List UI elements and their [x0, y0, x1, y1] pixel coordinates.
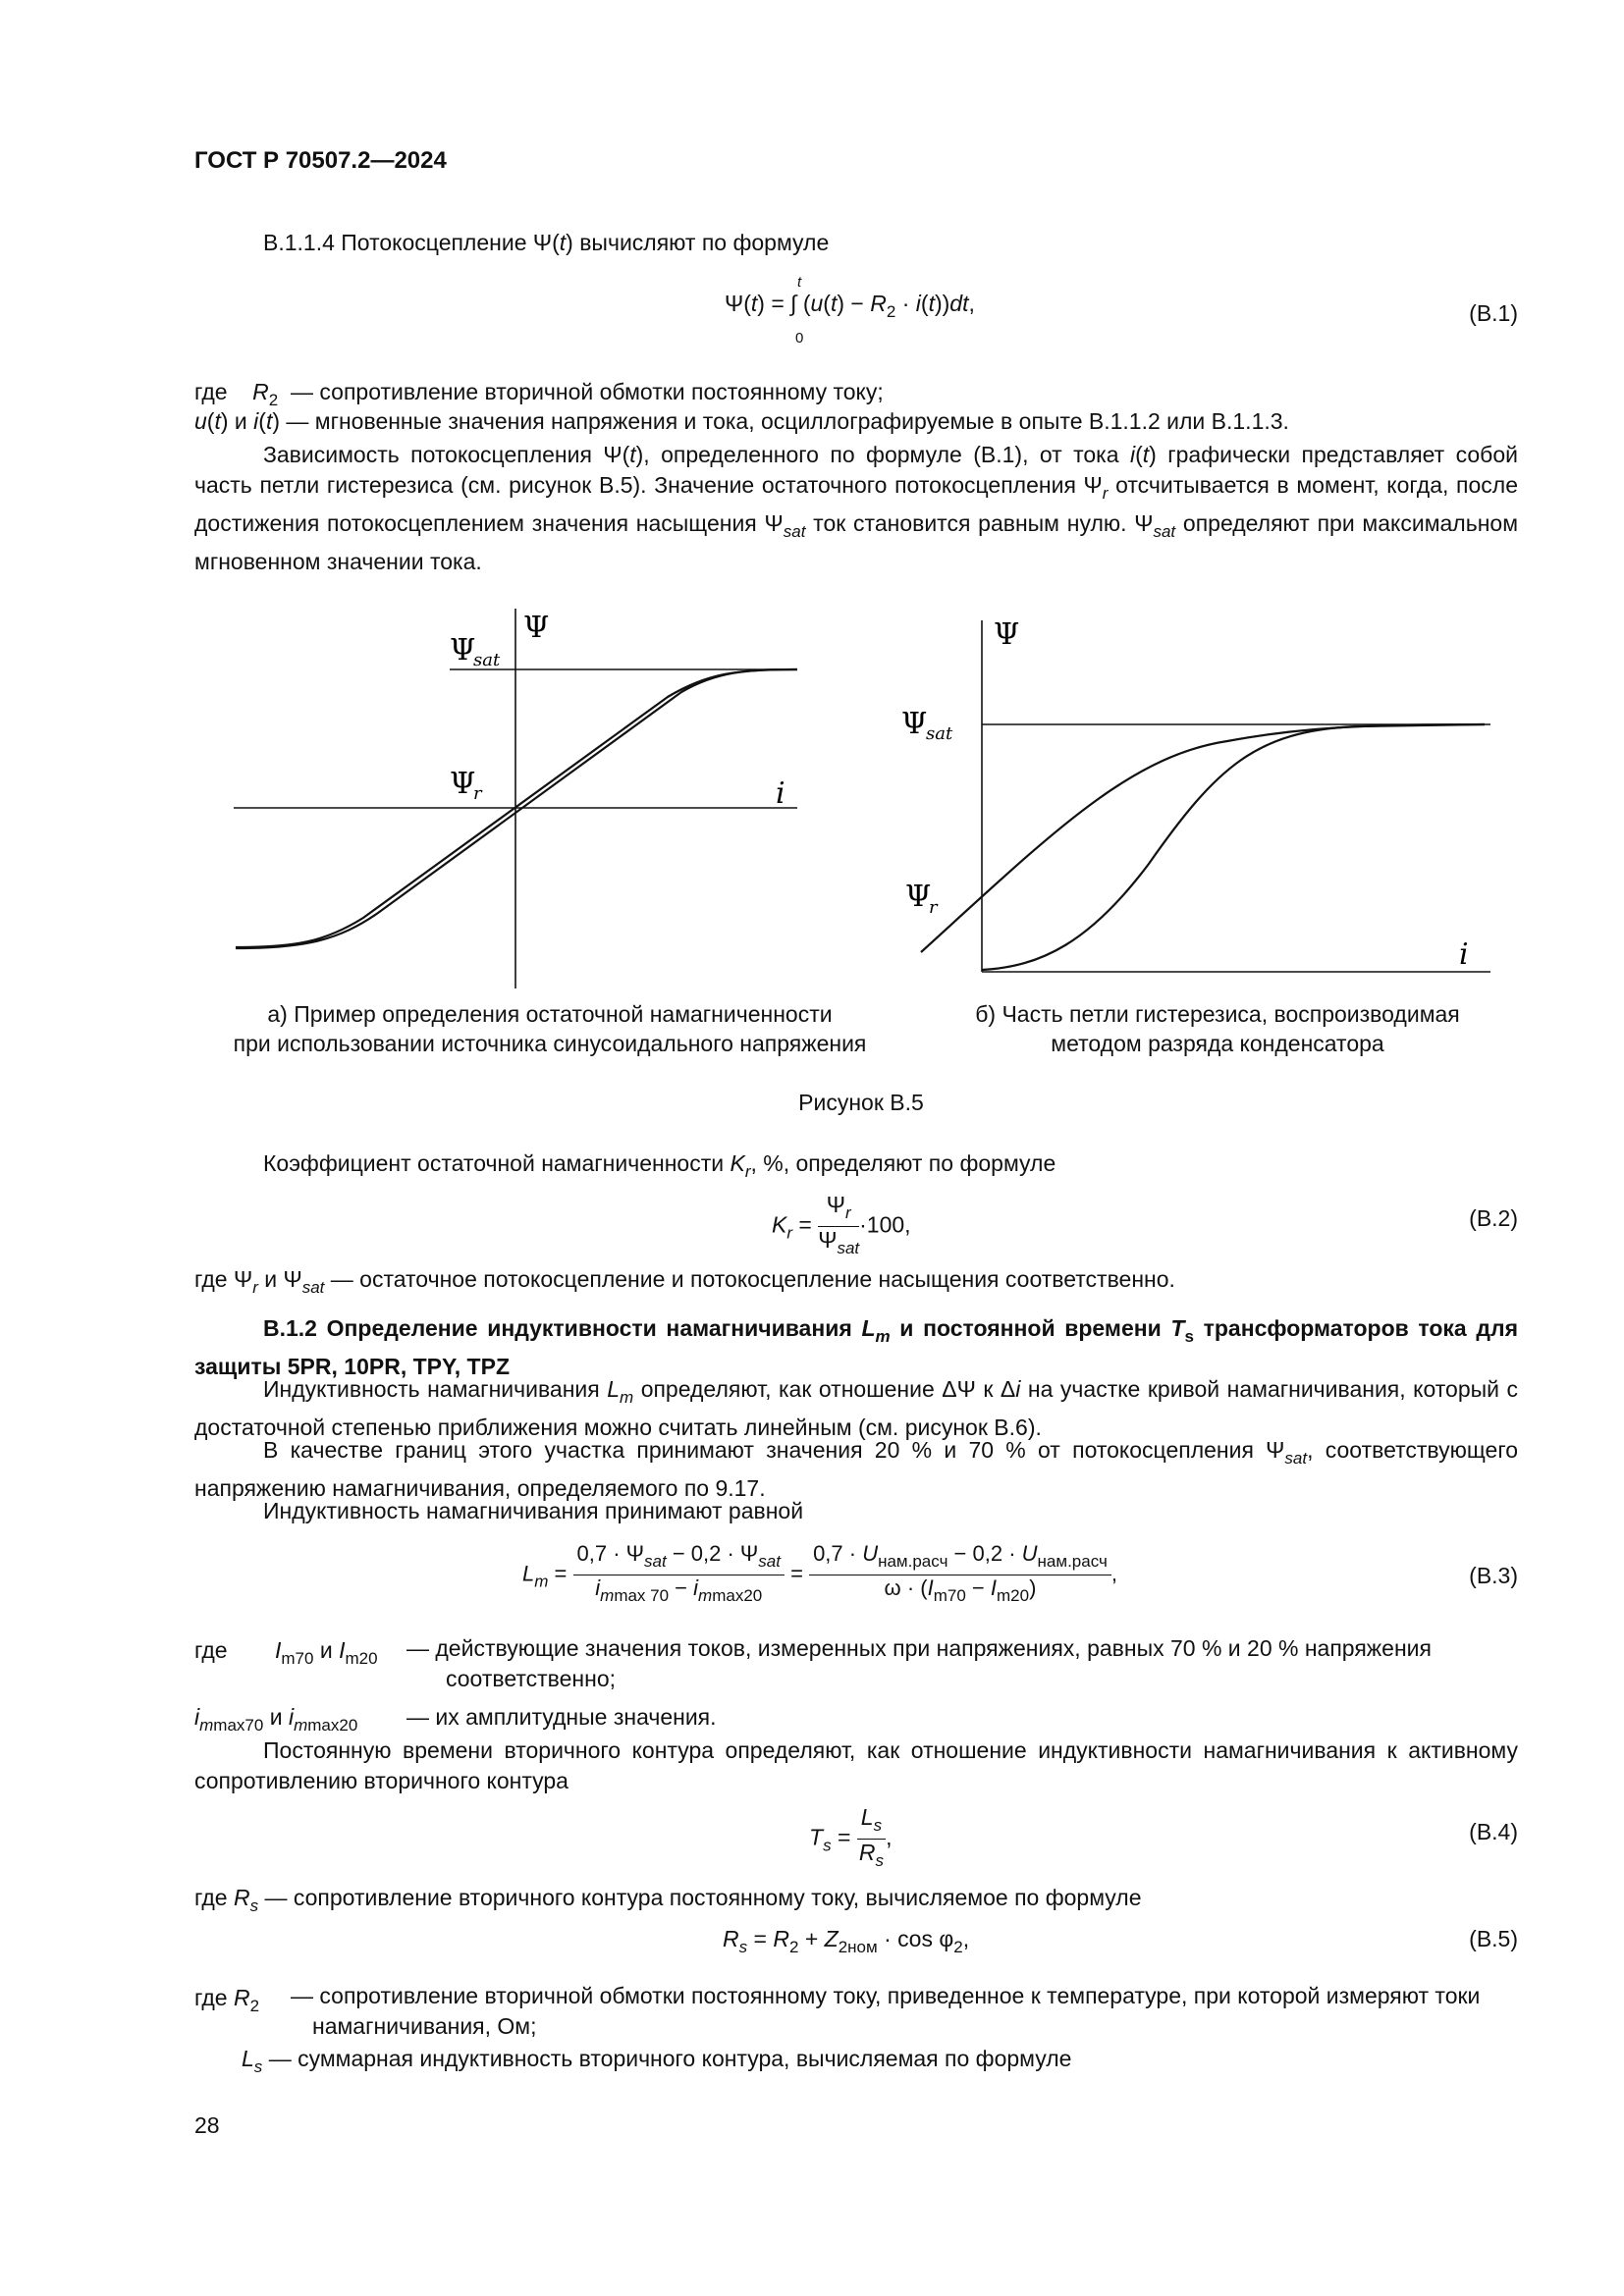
equation-number-b3: (В.3) — [1469, 1563, 1518, 1588]
figure-title: Рисунок В.5 — [798, 1090, 924, 1115]
equation-b4: $T_s$ = $\frac{L_s}{R_s}$ , — [809, 1804, 893, 1870]
paragraph-bounds: В качестве границ этого участка принимают значения 20 % и 70 % от потокосцепления $\Psi_{sat}$, соответствующего напряжению намагничивания, определяемого по 9.17. — [194, 1437, 1518, 1501]
graph-b — [901, 617, 1490, 972]
document-header: ГОСТ Р 70507.2—2024 — [194, 147, 447, 174]
graph-a-psi-r-sub: r — [473, 783, 482, 804]
paragraph-lm: Индуктивность намагничивания $L_m$ определяют, как отношение ΔΨ к Δi на участке кривой намагничивания, который с достаточной степенью приближения можно считать линейным (см. рисунок В.6). — [194, 1376, 1518, 1440]
paragraph-dependency: Зависимость потокосцепления Ψ(t), определенного по формуле (В.1), от тока i(t) графически представляет собой часть петли гистерезиса (см. рисунок В.5). Значение остаточного потокосцепления $\Psi_r$ отсчитывается в момент, когда, после достижения потокосцеплением значения насыщения $\Psi_{sat}$ ток становится равным нулю. $\Psi_{sat}$ определяют при максимальном мгновенном значении тока. — [194, 442, 1519, 574]
where-r2: где $R_2$ — сопротивление вторичной обмотки постоянному току; — [194, 379, 884, 409]
equation-b2: $K_r$ = $\frac{\Psi_r}{\Psi_{sat}}$ ·100, — [772, 1192, 911, 1257]
equation-b1: Ψ(t) = ∫ $(u(t) - R_2 \cdot i(t))dt$, — [725, 291, 975, 321]
section-heading-b12: В.1.2 Определение индуктивности намагничивания $L_m$ и постоянной времени $T_s$ трансформаторов тока для защиты 5PR, 10PR, TPY, TPZ — [194, 1315, 1518, 1379]
where-ls: $L_s$ — суммарная индуктивность вторичного контура, вычисляемая по формуле — [242, 2046, 1072, 2076]
paragraph-ts: Постоянную времени вторичного контура определяют, как отношение индуктивности намагничивания к активному сопротивлению вторичного контура — [194, 1737, 1518, 1793]
where-b3-desc1: — действующие значения токов, измеренных при напряжениях, равных 70 % и 20 % напряжения соответственно; — [406, 1635, 1432, 1691]
where-b2: где $\Psi_r$ и $\Psi_{sat}$ — остаточное потокосцепление и потокосцепление насыщения соответственно. — [194, 1266, 1175, 1297]
graph-a-psi-r: Ψ — [450, 767, 476, 801]
equation-number-b1: (В.1) — [1469, 300, 1518, 326]
integral-upper-limit: t — [797, 274, 802, 291]
caption-b: б) Часть петли гистерезиса, воспроизводимая методом разряда конденсатора — [975, 1001, 1460, 1056]
where-b3-currents: $I_{m70}$ и $I_{m20}$ — [275, 1637, 378, 1668]
graph-a-y-label: Ψ — [523, 611, 550, 645]
where-r2-second-symbol: где $R_2$ — [194, 1985, 260, 2015]
caption-a: а) Пример определения остаточной намагниченности при использовании источника синусоидального напряжения — [233, 1001, 867, 1056]
graph-b-psi-sat: Ψ — [901, 707, 928, 741]
where-r2-second-desc: — сопротивление вторичной обмотки постоянному току, приведенное к температуре, при которой измеряют токи намагничивания, Ом; — [291, 1983, 1481, 2039]
paragraph-accept: Индуктивность намагничивания принимают равной — [263, 1498, 804, 1523]
equation-b5: $R_s = R_2 + Z_{2ном} \cdot \cos \varphi_2$, — [723, 1926, 970, 1956]
where-b3-desc2: — их амплитудные значения. — [406, 1704, 717, 1730]
clause-b114: В.1.1.4 Потокосцепление Ψ(t) вычисляют по формуле — [263, 230, 830, 255]
graph-a-psi-sat: Ψ — [450, 633, 476, 667]
equation-b3: $L_m$ = $\frac{0,7 \cdot \Psi_{sat} - 0,2 \cdot \Psi_{sat}}{i_{mmax 70} - i_{mmax20}}$ = $\frac{0,7 \cdot U_{нам.расч} - 0,2 \cdot U_{нам.расч}}{\omega \cdot (I_{m70} - I_{m20})}$ , — [522, 1541, 1118, 1605]
graph-b-upper-branch — [921, 724, 1485, 952]
paragraph-kr: Коэффициент остаточной намагниченности $K_r$, %, определяют по формуле — [263, 1150, 1056, 1181]
equation-number-b2: (В.2) — [1469, 1205, 1518, 1231]
graph-a — [234, 609, 797, 988]
graph-b-psi-r-sub: r — [929, 897, 938, 918]
graph-b-psi-r: Ψ — [905, 880, 932, 914]
graph-a-psi-sat-sub: sat — [473, 650, 501, 670]
equation-number-b4: (В.4) — [1469, 1819, 1518, 1844]
page-number: 28 — [194, 2112, 220, 2138]
integral-lower-limit: 0 — [795, 330, 804, 347]
graph-b-psi-sat-sub: sat — [926, 723, 953, 744]
graph-a-x-label: i — [776, 776, 785, 811]
figure-b5 — [0, 589, 1624, 1011]
where-b3-amplitudes: $i_{mmax70}$ и $i_{mmax20}$ — [194, 1704, 358, 1735]
where-rs: где $R_s$ — сопротивление вторичного контура постоянному току, вычисляемое по формуле — [194, 1885, 1142, 1915]
where-u-i: u(t) и i(t) — мгновенные значения напряжения и тока, осциллографируемые в опыте В.1.1.2 или В.1.1.3. — [194, 408, 1289, 434]
where-b3-label: где — [194, 1637, 228, 1663]
graph-b-lower-branch — [982, 724, 1485, 970]
equation-number-b5: (В.5) — [1469, 1926, 1518, 1951]
graph-b-x-label: i — [1459, 937, 1469, 972]
graph-b-y-label: Ψ — [994, 617, 1020, 652]
graph-a-curve-lower — [236, 669, 797, 948]
